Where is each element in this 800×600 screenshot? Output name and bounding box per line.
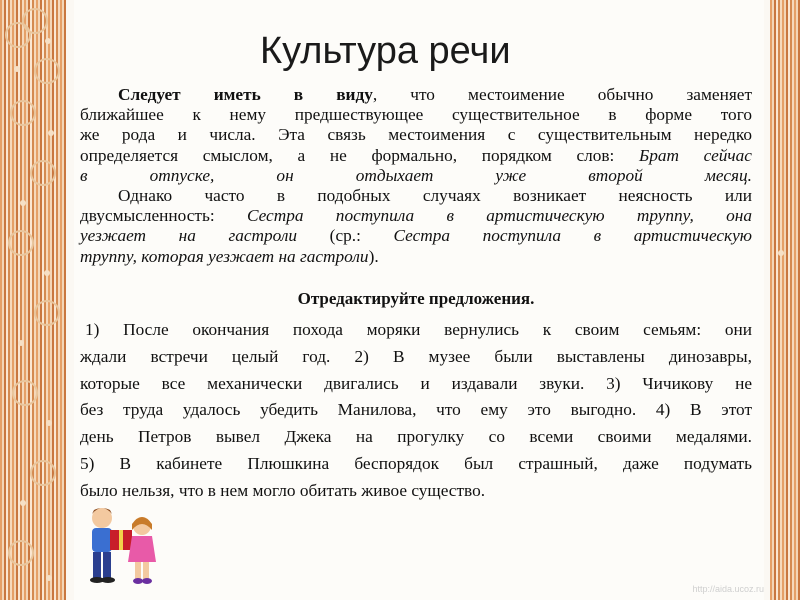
- explanation-paragraph: [80, 85, 752, 267]
- border-dot: [44, 270, 50, 276]
- exercise-heading: Отредактируйте предложения.: [297, 289, 535, 308]
- border-ornament: [8, 230, 34, 256]
- text-line: [80, 206, 752, 226]
- text-line: 5) В кабинете Плюшкина беспорядок был страшный, даже подумать: [80, 453, 752, 473]
- border-dot: [48, 130, 54, 136]
- example-text: Сестра поступила в артистическую труппу, она: [246, 206, 752, 226]
- exercise-paragraph: [80, 317, 752, 505]
- girl-shoe: [133, 578, 143, 584]
- text-span: двусмысленность:: [80, 206, 247, 226]
- border-dot: [778, 250, 784, 256]
- girl-dress: [128, 536, 156, 562]
- border-ornament: [34, 58, 60, 84]
- text-line: ждали встречи целый год. 2) В музее были выставлены динозавры,: [80, 346, 752, 366]
- border-dot: [14, 66, 20, 72]
- slide-title: Культура речи: [260, 30, 511, 72]
- boy-head: [92, 508, 112, 528]
- border-dot: [46, 575, 52, 581]
- boy-shoe: [101, 577, 115, 583]
- border-ornament: [8, 540, 34, 566]
- text-line: было нельзя, что в нем могло обитать живое существо.: [80, 480, 486, 500]
- text-line: [80, 146, 752, 166]
- text-line: [80, 85, 752, 105]
- text-span: ).: [368, 246, 379, 266]
- example-text: в отпуске, он отдыхает уже второй месяц.: [80, 165, 752, 185]
- boy-leg: [103, 552, 111, 578]
- girl-leg: [135, 562, 141, 580]
- border-dot: [20, 200, 26, 206]
- border-dot: [20, 500, 26, 506]
- border-dot: [46, 420, 52, 426]
- children-clipart: [80, 500, 170, 590]
- girl-leg: [143, 562, 149, 580]
- text-span: определяется смыслом, а не формально, порядком слов:: [80, 145, 640, 165]
- border-ornament: [30, 160, 56, 186]
- text-line: день Петров вывел Джека на прогулку со всеми своими медалями.: [80, 427, 752, 447]
- border-ornament: [5, 22, 31, 48]
- text-span: , что местоимение обычно заменяет: [372, 85, 752, 104]
- text-line: же рода и числа. Эта связь местоимения с существительным нередко: [80, 125, 752, 145]
- text-line: [80, 226, 752, 246]
- border-dot: [45, 38, 51, 44]
- example-text: Брат сейчас: [639, 145, 752, 165]
- border-ornament: [12, 380, 38, 406]
- watermark: http://aida.ucoz.ru: [692, 584, 764, 594]
- text-line: [80, 247, 752, 267]
- example-text: труппу, которая уезжает на гастроли: [80, 246, 369, 266]
- decorative-border-right: [770, 0, 800, 600]
- girl-shoe: [142, 578, 152, 584]
- text-line: которые все механически двигались и издавали звуки. 3) Чичикову не: [80, 373, 752, 393]
- example-text: Сестра поступила в артистическую: [393, 226, 752, 246]
- boy-leg: [93, 552, 101, 578]
- text-line: [80, 166, 752, 186]
- border-dot: [18, 340, 24, 346]
- text-line: Однако часто в подобных случаях возникает неясность или: [118, 186, 752, 206]
- gift-ribbon: [119, 530, 123, 550]
- text-line: без труда удалось убедить Манилова, что ему это выгодно. 4) В этот: [80, 400, 752, 420]
- text-span: (ср.:: [297, 226, 394, 246]
- text-line: ближайшее к нему предшествующее существительное в форме того: [80, 105, 752, 125]
- border-ornament: [34, 300, 60, 326]
- boy-shirt: [92, 528, 112, 552]
- example-text: уезжает на гастроли: [80, 226, 298, 246]
- text-line: 1) После окончания похода моряки вернулись к своим семьям: они: [85, 320, 752, 339]
- border-ornament: [30, 460, 56, 486]
- border-ornament: [10, 100, 36, 126]
- decorative-border-left: [0, 0, 66, 600]
- emphasis-text: Следует иметь в виду: [118, 85, 373, 104]
